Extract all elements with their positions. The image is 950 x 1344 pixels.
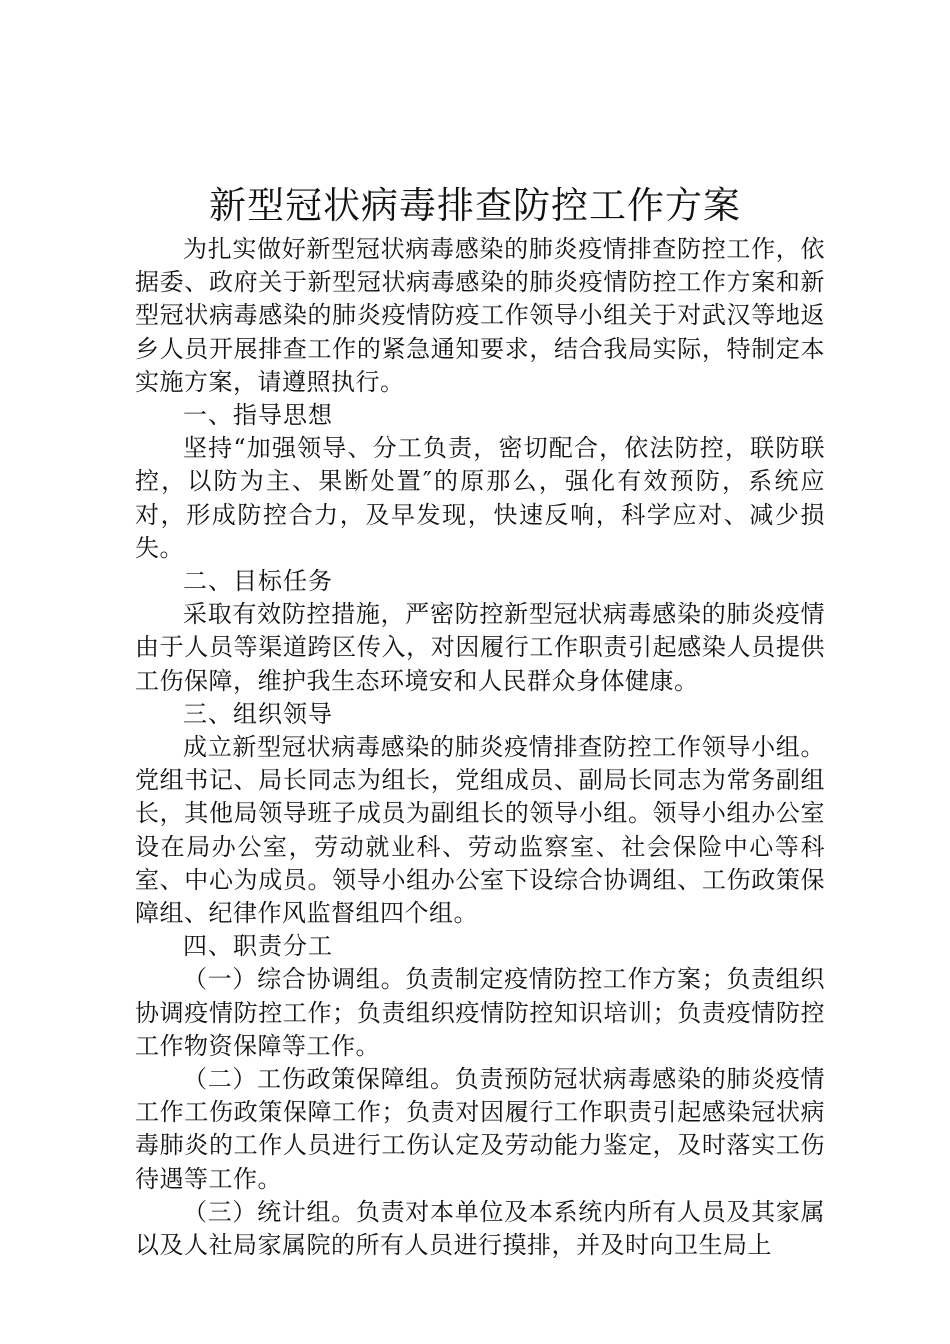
responsibility-item-statistics: （三）统计组。负责对本单位及本系统内所有人员及其家属以及人社局家属院的所有人员进行摸排，并及时向卫生局上 [135,1197,825,1260]
intro-paragraph: 为扎实做好新型冠状病毒感染的肺炎疫情排查防控工作，依据委、政府关于新型冠状病毒感染的肺炎疫情防控工作方案和新型冠状病毒感染的肺炎疫情防疫工作领导小组关于对武汉等地返乡人员开展排查工作的紧急通知要求，结合我局实际，特制定本实施方案，请遵照执行。 [135,235,825,396]
section-heading-organization: 三、组织领导 [183,699,333,728]
goals-paragraph: 采取有效防控措施，严密防控新型冠状病毒感染的肺炎疫情由于人员等渠道跨区传入，对因履行工作职责引起感染人员提供工伤保障，维护我生态环境安和人民群众身体健康。 [135,600,825,695]
document-title: 新型冠状病毒排查防控工作方案 [209,184,741,227]
responsibility-item-injury-policy: （二）工伤政策保障组。负责预防冠状病毒感染的肺炎疫情工作工伤政策保障工作；负责对因履行工作职责引起感染冠状病毒肺炎的工作人员进行工伤认定及劳动能力鉴定，及时落实工伤待遇等工作。 [135,1065,825,1193]
document-body [135,233,825,1262]
section-heading-guiding-ideology: 一、指导思想 [183,401,333,430]
section-heading-responsibilities: 四、职责分工 [183,932,333,961]
section-heading-goals: 二、目标任务 [183,567,333,596]
organization-paragraph: 成立新型冠状病毒感染的肺炎疫情排查防控工作领导小组。党组书记、局长同志为组长，党组成员、副局长同志为常务副组长，其他局领导班子成员为副组长的领导小组。领导小组办公室设在局办公室，劳动就业科、劳动监察室、社会保险中心等科室、中心为成员。领导小组办公室下设综合协调组、工伤政策保障组、纪律作风监督组四个组。 [135,733,825,928]
guiding-ideology-paragraph: 坚持“加强领导、分工负责，密切配合，依法防控，联防联控，以防为主、果断处置″的原那么，强化有效预防，系统应对，形成防控合力，及早发现，快速反响，科学应对、减少损失。 [135,434,825,562]
responsibility-item-coordination: （一）综合协调组。负责制定疫情防控工作方案；负责组织协调疫情防控工作；负责组织疫情防控知识培训；负责疫情防控工作物资保障等工作。 [135,965,825,1060]
